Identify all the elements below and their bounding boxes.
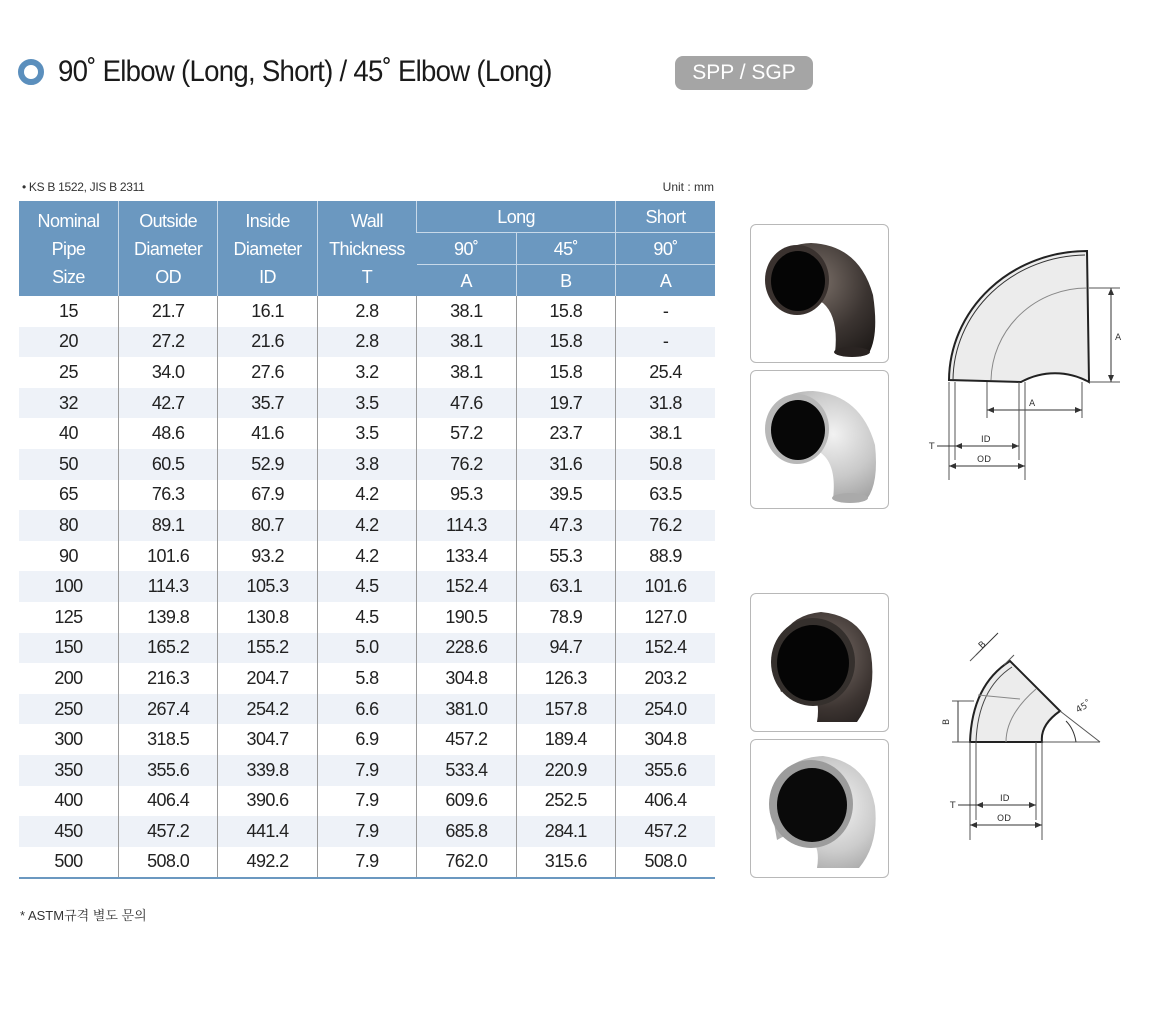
cell-wall-t: 2.8 — [317, 327, 416, 358]
table-row — [19, 510, 715, 541]
header-long-90-symbol: A — [417, 265, 516, 297]
dim-angle: 45˚ — [1074, 698, 1094, 716]
cell-long-45-b: 220.9 — [516, 755, 615, 786]
page-header — [18, 52, 595, 92]
cell-nominal-size: 500 — [19, 847, 118, 879]
header-outside-diameter: Outside Diameter OD — [118, 201, 217, 296]
cell-nominal-size: 200 — [54, 667, 83, 688]
cell-long-45-b: 157.8 — [516, 694, 615, 725]
standard-label: • KS B 1522, JIS B 2311 — [22, 180, 145, 194]
cell-id: 21.6 — [218, 327, 317, 358]
cell-long-45-b: 94.7 — [516, 633, 615, 664]
table-row — [19, 541, 715, 572]
header-inside-diameter: Inside Diameter ID — [218, 201, 317, 296]
cell-long-90-a: 457.2 — [417, 724, 516, 755]
cell-wall-t: 4.2 — [317, 480, 416, 511]
page-title: 90˚ Elbow (Long, Short) / 45˚ Elbow (Long) — [58, 55, 552, 88]
cell-long-90-a: 38.1 — [417, 357, 516, 388]
cell-od: 114.3 — [118, 571, 217, 602]
cell-wall-t: 7.9 — [317, 755, 416, 786]
spec-table — [19, 201, 715, 879]
cell-nominal-size: 150 — [19, 633, 118, 664]
cell-short-90-a: 152.4 — [616, 633, 715, 664]
cell-wall-t: 6.6 — [317, 694, 416, 725]
cell-short-90-a: 508.0 — [616, 847, 715, 879]
cell-long-90-a: 57.2 — [417, 418, 516, 449]
cell-id: 254.2 — [218, 694, 317, 725]
cell-long-45-b: 23.7 — [516, 418, 615, 449]
cell-od: 406.4 — [118, 786, 217, 817]
header-nominal: Nominal Pipe Size — [19, 201, 118, 296]
cell-long-90-a: 47.6 — [417, 388, 516, 419]
title-bullet-icon — [18, 59, 44, 85]
table-row — [19, 357, 715, 388]
photo-45-elbow-black — [750, 593, 889, 732]
table-row — [19, 847, 715, 879]
cell-long-45-b: 63.1 — [516, 571, 615, 602]
cell-short-90-a: 203.2 — [616, 663, 715, 694]
table-row — [19, 327, 715, 358]
header-short-90-symbol: A — [616, 265, 715, 297]
table-row — [19, 816, 715, 847]
cell-wall-t: 3.5 — [317, 388, 416, 419]
cell-short-90-a: 127.0 — [616, 602, 715, 633]
header-short: Short — [616, 201, 715, 233]
cell-id: 155.2 — [218, 633, 317, 664]
material-badge: SPP / SGP — [675, 56, 813, 90]
dim-a-horizontal: A — [1029, 399, 1036, 409]
cell-nominal-size: 90 — [59, 545, 78, 566]
cell-short-90-a: 63.5 — [616, 480, 715, 511]
cell-id: 105.3 — [218, 571, 317, 602]
dim-b-left: B — [942, 718, 952, 725]
cell-nominal-size: 15 — [59, 300, 78, 321]
cell-long-45-b: 189.4 — [516, 724, 615, 755]
cell-od: 60.5 — [118, 449, 217, 480]
cell-wall-t: 2.8 — [317, 296, 416, 327]
cell-long-45-b: 55.3 — [516, 541, 615, 572]
cell-id: 80.7 — [218, 510, 317, 541]
dim-b-top: B — [977, 639, 989, 652]
cell-od: 355.6 — [118, 755, 217, 786]
cell-od: 165.2 — [118, 633, 217, 664]
cell-od: 508.0 — [118, 847, 217, 879]
cell-nominal-size: 350 — [19, 755, 118, 786]
cell-od: 89.1 — [118, 510, 217, 541]
cell-long-45-b: 126.3 — [516, 663, 615, 694]
unit-label: Unit : mm — [662, 180, 714, 194]
cell-wall-t: 6.9 — [317, 724, 416, 755]
table-row — [19, 449, 715, 480]
cell-od: 139.8 — [118, 602, 217, 633]
cell-nominal-size: 250 — [19, 694, 118, 725]
cell-long-90-a: 38.1 — [417, 327, 516, 358]
table-row — [19, 663, 715, 694]
cell-long-90-a: 228.6 — [417, 633, 516, 664]
table-row — [19, 296, 715, 327]
dim-od-45: OD — [997, 814, 1012, 824]
cell-od: 318.5 — [118, 724, 217, 755]
dim-od: OD — [977, 455, 992, 465]
table-row — [19, 755, 715, 786]
cell-nominal-size: 80 — [19, 510, 118, 541]
cell-nominal-size: 65 — [59, 484, 78, 505]
header-long-90: 90˚ — [417, 233, 516, 265]
cell-od: 267.4 — [118, 694, 217, 725]
cell-id: 35.7 — [218, 388, 317, 419]
photo-45-elbow-stainless — [750, 739, 889, 878]
cell-id: 204.7 — [218, 663, 317, 694]
cell-short-90-a: 355.6 — [616, 755, 715, 786]
cell-nominal-size: 32 — [19, 388, 118, 419]
cell-od: 42.7 — [118, 388, 217, 419]
cell-wall-t: 4.2 — [317, 510, 416, 541]
header-long-45: 45˚ — [516, 233, 615, 265]
cell-short-90-a: 457.2 — [616, 816, 715, 847]
cell-wall-t: 4.5 — [317, 602, 416, 633]
footnote: * ASTM규격 별도 문의 — [20, 908, 147, 923]
cell-long-90-a: 533.4 — [417, 755, 516, 786]
cell-nominal-size: 450 — [19, 816, 118, 847]
header-long-45-symbol: B — [516, 265, 615, 297]
cell-id: 67.9 — [218, 480, 317, 511]
cell-short-90-a: 76.2 — [616, 510, 715, 541]
cell-long-45-b: 15.8 — [516, 296, 615, 327]
cell-id: 339.8 — [218, 755, 317, 786]
cell-wall-t: 7.9 — [317, 847, 416, 879]
header-long: Long — [417, 201, 616, 233]
cell-nominal-size: 400 — [54, 790, 83, 811]
cell-long-45-b: 284.1 — [516, 816, 615, 847]
cell-short-90-a: 31.8 — [616, 388, 715, 419]
cell-wall-t: 5.8 — [317, 663, 416, 694]
cell-id: 41.6 — [218, 418, 317, 449]
header-wall-thickness: Wall Thickness T — [317, 201, 416, 296]
cell-long-90-a: 76.2 — [417, 449, 516, 480]
cell-wall-t: 3.2 — [317, 357, 416, 388]
cell-nominal-size: 40 — [59, 423, 78, 444]
cell-long-90-a: 38.1 — [417, 296, 516, 327]
photo-90-elbow-stainless — [750, 370, 889, 509]
cell-od: 76.3 — [118, 480, 217, 511]
cell-od: 27.2 — [118, 327, 217, 358]
table-row — [19, 633, 715, 664]
diagram-45-elbow — [940, 625, 1110, 855]
cell-wall-t: 3.5 — [317, 418, 416, 449]
cell-long-45-b: 315.6 — [516, 847, 615, 879]
cell-od: 48.6 — [118, 418, 217, 449]
cell-long-90-a: 304.8 — [417, 663, 516, 694]
dim-t-45: T — [950, 801, 956, 811]
cell-od: 101.6 — [118, 541, 217, 572]
cell-long-45-b: 31.6 — [516, 449, 615, 480]
dim-id-45: ID — [1000, 794, 1010, 804]
cell-od: 34.0 — [118, 357, 217, 388]
diagram-90-elbow — [925, 240, 1125, 495]
cell-nominal-size: 125 — [54, 606, 83, 627]
cell-id: 390.6 — [218, 786, 317, 817]
cell-od: 216.3 — [118, 663, 217, 694]
cell-wall-t: 7.9 — [317, 786, 416, 817]
cell-short-90-a: 25.4 — [616, 357, 715, 388]
cell-id: 93.2 — [218, 541, 317, 572]
table-row — [19, 602, 715, 633]
cell-short-90-a: 101.6 — [616, 571, 715, 602]
table-row — [19, 724, 715, 755]
spec-table-body — [19, 296, 715, 878]
cell-nominal-size: 50 — [19, 449, 118, 480]
table-row — [19, 786, 715, 817]
cell-short-90-a: 88.9 — [616, 541, 715, 572]
cell-id: 441.4 — [218, 816, 317, 847]
cell-long-90-a: 609.6 — [417, 786, 516, 817]
cell-od: 457.2 — [118, 816, 217, 847]
cell-short-90-a: 50.8 — [616, 449, 715, 480]
table-row — [19, 418, 715, 449]
cell-nominal-size: 300 — [54, 729, 83, 750]
cell-long-90-a: 95.3 — [417, 480, 516, 511]
cell-id: 492.2 — [218, 847, 317, 879]
cell-wall-t: 7.9 — [317, 816, 416, 847]
cell-wall-t: 5.0 — [317, 633, 416, 664]
cell-short-90-a: 38.1 — [616, 418, 715, 449]
dim-a-vertical: A — [1115, 333, 1122, 343]
cell-wall-t: 3.8 — [317, 449, 416, 480]
cell-nominal-size: 25 — [59, 361, 78, 382]
cell-id: 304.7 — [218, 724, 317, 755]
cell-long-45-b: 39.5 — [516, 480, 615, 511]
cell-wall-t: 4.2 — [317, 541, 416, 572]
cell-long-90-a: 133.4 — [417, 541, 516, 572]
cell-long-90-a: 190.5 — [417, 602, 516, 633]
table-row — [19, 694, 715, 725]
header-short-90: 90˚ — [616, 233, 715, 265]
dim-id: ID — [981, 435, 991, 445]
cell-short-90-a: - — [616, 327, 715, 358]
table-row — [19, 388, 715, 419]
cell-long-45-b: 252.5 — [516, 786, 615, 817]
cell-short-90-a: 406.4 — [616, 786, 715, 817]
cell-wall-t: 4.5 — [317, 571, 416, 602]
table-row — [19, 571, 715, 602]
cell-id: 130.8 — [218, 602, 317, 633]
cell-short-90-a: - — [616, 296, 715, 327]
cell-id: 16.1 — [218, 296, 317, 327]
cell-long-45-b: 15.8 — [516, 327, 615, 358]
cell-long-90-a: 685.8 — [417, 816, 516, 847]
cell-id: 27.6 — [218, 357, 317, 388]
cell-nominal-size: 100 — [19, 571, 118, 602]
cell-short-90-a: 304.8 — [616, 724, 715, 755]
cell-long-45-b: 47.3 — [516, 510, 615, 541]
dim-t: T — [929, 442, 935, 452]
cell-long-45-b: 15.8 — [516, 357, 615, 388]
cell-id: 52.9 — [218, 449, 317, 480]
cell-long-90-a: 114.3 — [417, 510, 516, 541]
cell-long-45-b: 19.7 — [516, 388, 615, 419]
cell-long-90-a: 381.0 — [417, 694, 516, 725]
cell-short-90-a: 254.0 — [616, 694, 715, 725]
table-row — [19, 480, 715, 511]
cell-od: 21.7 — [118, 296, 217, 327]
photo-90-elbow-black — [750, 224, 889, 363]
cell-nominal-size: 20 — [19, 327, 118, 358]
cell-long-45-b: 78.9 — [516, 602, 615, 633]
cell-long-90-a: 152.4 — [417, 571, 516, 602]
cell-long-90-a: 762.0 — [417, 847, 516, 879]
